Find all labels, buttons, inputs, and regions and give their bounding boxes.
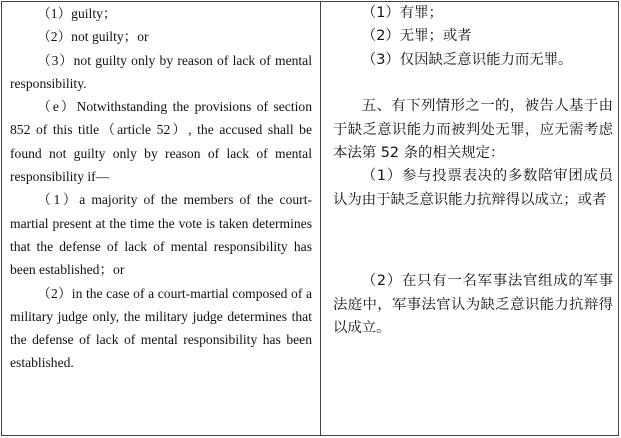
chinese-item-3: （3）仅因缺乏意识能力而无罪。: [361, 51, 573, 68]
column-divider: [320, 2, 321, 435]
english-column: [10, 2, 312, 375]
english-subitem-2: （2）in the case of a court-martial composed of a military judge only, the military judge determines that the defense of lack of mental responsibility has been established.: [10, 285, 312, 371]
chinese-subitem-1: （1）参与投票表决的多数陪审团成员认为由于缺乏意识能力抗辩得以成立；或者: [333, 168, 613, 208]
english-item-1: （1）guilty；: [37, 6, 117, 21]
chinese-subitem-2: （2）在只有一名军事法官组成的军事法庭中，军事法官认为缺乏意识能力抗辩得以成立。: [333, 273, 613, 337]
bilingual-table: [1, 1, 619, 436]
english-item-2: （2）not guilty；or: [37, 29, 149, 45]
chinese-paragraph-5: 五、有下列情形之一的，被告人基于由于缺乏意识能力而被判处无罪，应无需考虑本法第 52 条的相关规定：: [333, 98, 613, 162]
english-subitem-1: （1）a majority of the members of the court-martial present at the time the vote is taken determines that the defense of lack of mental responsibility has been established；or: [10, 192, 312, 278]
english-item-3: （3）not guilty only by reason of lack of mental responsibility.: [10, 52, 312, 91]
english-paragraph-e: （e）Notwithstanding the provisions of section 852 of this title（article 52）, the accused shall be found not guilty only by reason of lack of mental responsibility if—: [10, 99, 312, 185]
chinese-item-2: （2）无罪；或者: [361, 28, 472, 45]
chinese-item-1: （1）有罪；: [361, 5, 443, 21]
chinese-column: [333, 2, 613, 340]
